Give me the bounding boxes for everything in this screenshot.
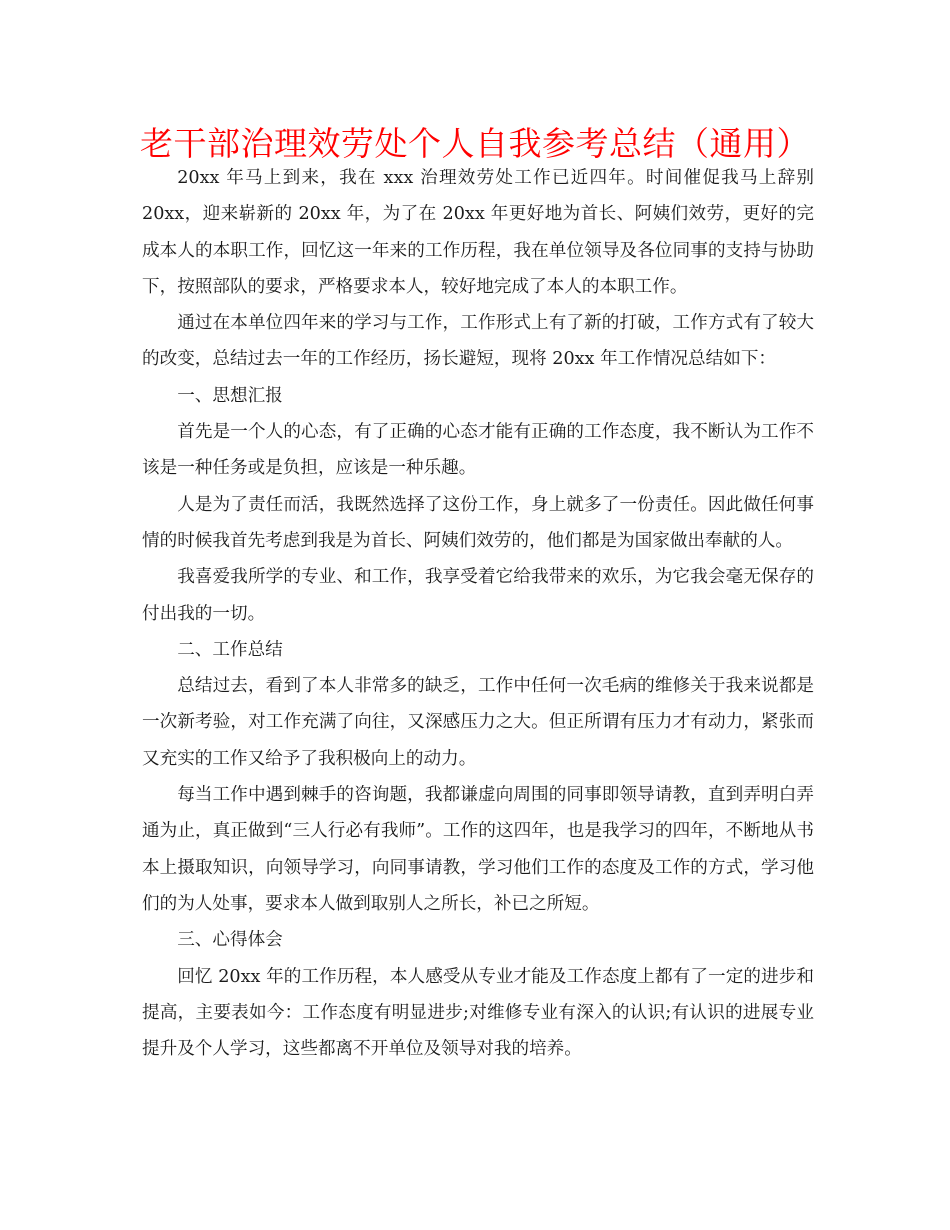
- paragraph-review: 总结过去，看到了本人非常多的缺乏，工作中任何一次毛病的维修关于我来说都是一次新考验，对工作充满了向往，又深感压力之大。但正所谓有压力才有动力，紧张而又充实的工作又给予了我积极向上的动力。: [142, 676, 814, 769]
- section-heading-summary: 二、工作总结: [177, 639, 283, 660]
- paragraph-progress: 回忆 20xx 年的工作历程，本人感受从专业才能及工作态度上都有了一定的进步和提高，主要表如今：工作态度有明显进步;对维修专业有深入的认识;有认识的进展专业提升及个人学习，这些都离不开单位及领导对我的培养。: [142, 966, 814, 1060]
- section-heading-thoughts: 一、思想汇报: [177, 385, 283, 406]
- document-body: [142, 160, 814, 1067]
- paragraph-learning: 每当工作中遇到棘手的咨询题，我都谦虚向周围的同事即领导请教，直到弄明白弄通为止，真正做到“三人行必有我师”。工作的这四年，也是我学习的四年，不断地从书本上摄取知识，向领导学习，向同事请教，学习他们工作的态度及工作的方式，学习他们的为人处事，要求本人做到取别人之所长，补已之所短。: [142, 785, 814, 914]
- paragraph-mindset: 首先是一个人的心态，有了正确的心态才能有正确的工作态度，我不断认为工作不该是一种任务或是负担，应该是一种乐趣。: [142, 422, 814, 479]
- document-title: 老干部治理效劳处个人自我参考总结（通用）: [140, 124, 810, 163]
- paragraph-overview: 通过在本单位四年来的学习与工作，工作形式上有了新的打破，工作方式有了较大的改变，总结过去一年的工作经历，扬长避短，现将 20xx 年工作情况总结如下：: [142, 313, 814, 370]
- paragraph-responsibility: 人是为了责任而活，我既然选择了这份工作，身上就多了一份责任。因此做任何事情的时候我首先考虑到我是为首长、阿姨们效劳的，他们都是为国家做出奉献的人。: [142, 494, 814, 551]
- paragraph-intro: 20xx 年马上到来，我在 xxx 治理效劳处工作已近四年。时间催促我马上辞别 20xx，迎来崭新的 20xx 年，为了在 20xx 年更好地为首长、阿姨们效劳，更好的完成本人的本职工作，回忆这一年来的工作历程，我在单位领导及各位同事的支持与协助下，按照部队的要求，严格要求本人，较好地完成了本人的本职工作。: [142, 168, 814, 297]
- paragraph-passion: 我喜爱我所学的专业、和工作，我享受着它给我带来的欢乐，为它我会毫无保存的付出我的一切。: [142, 567, 814, 624]
- section-heading-insights: 三、心得体会: [177, 930, 283, 951]
